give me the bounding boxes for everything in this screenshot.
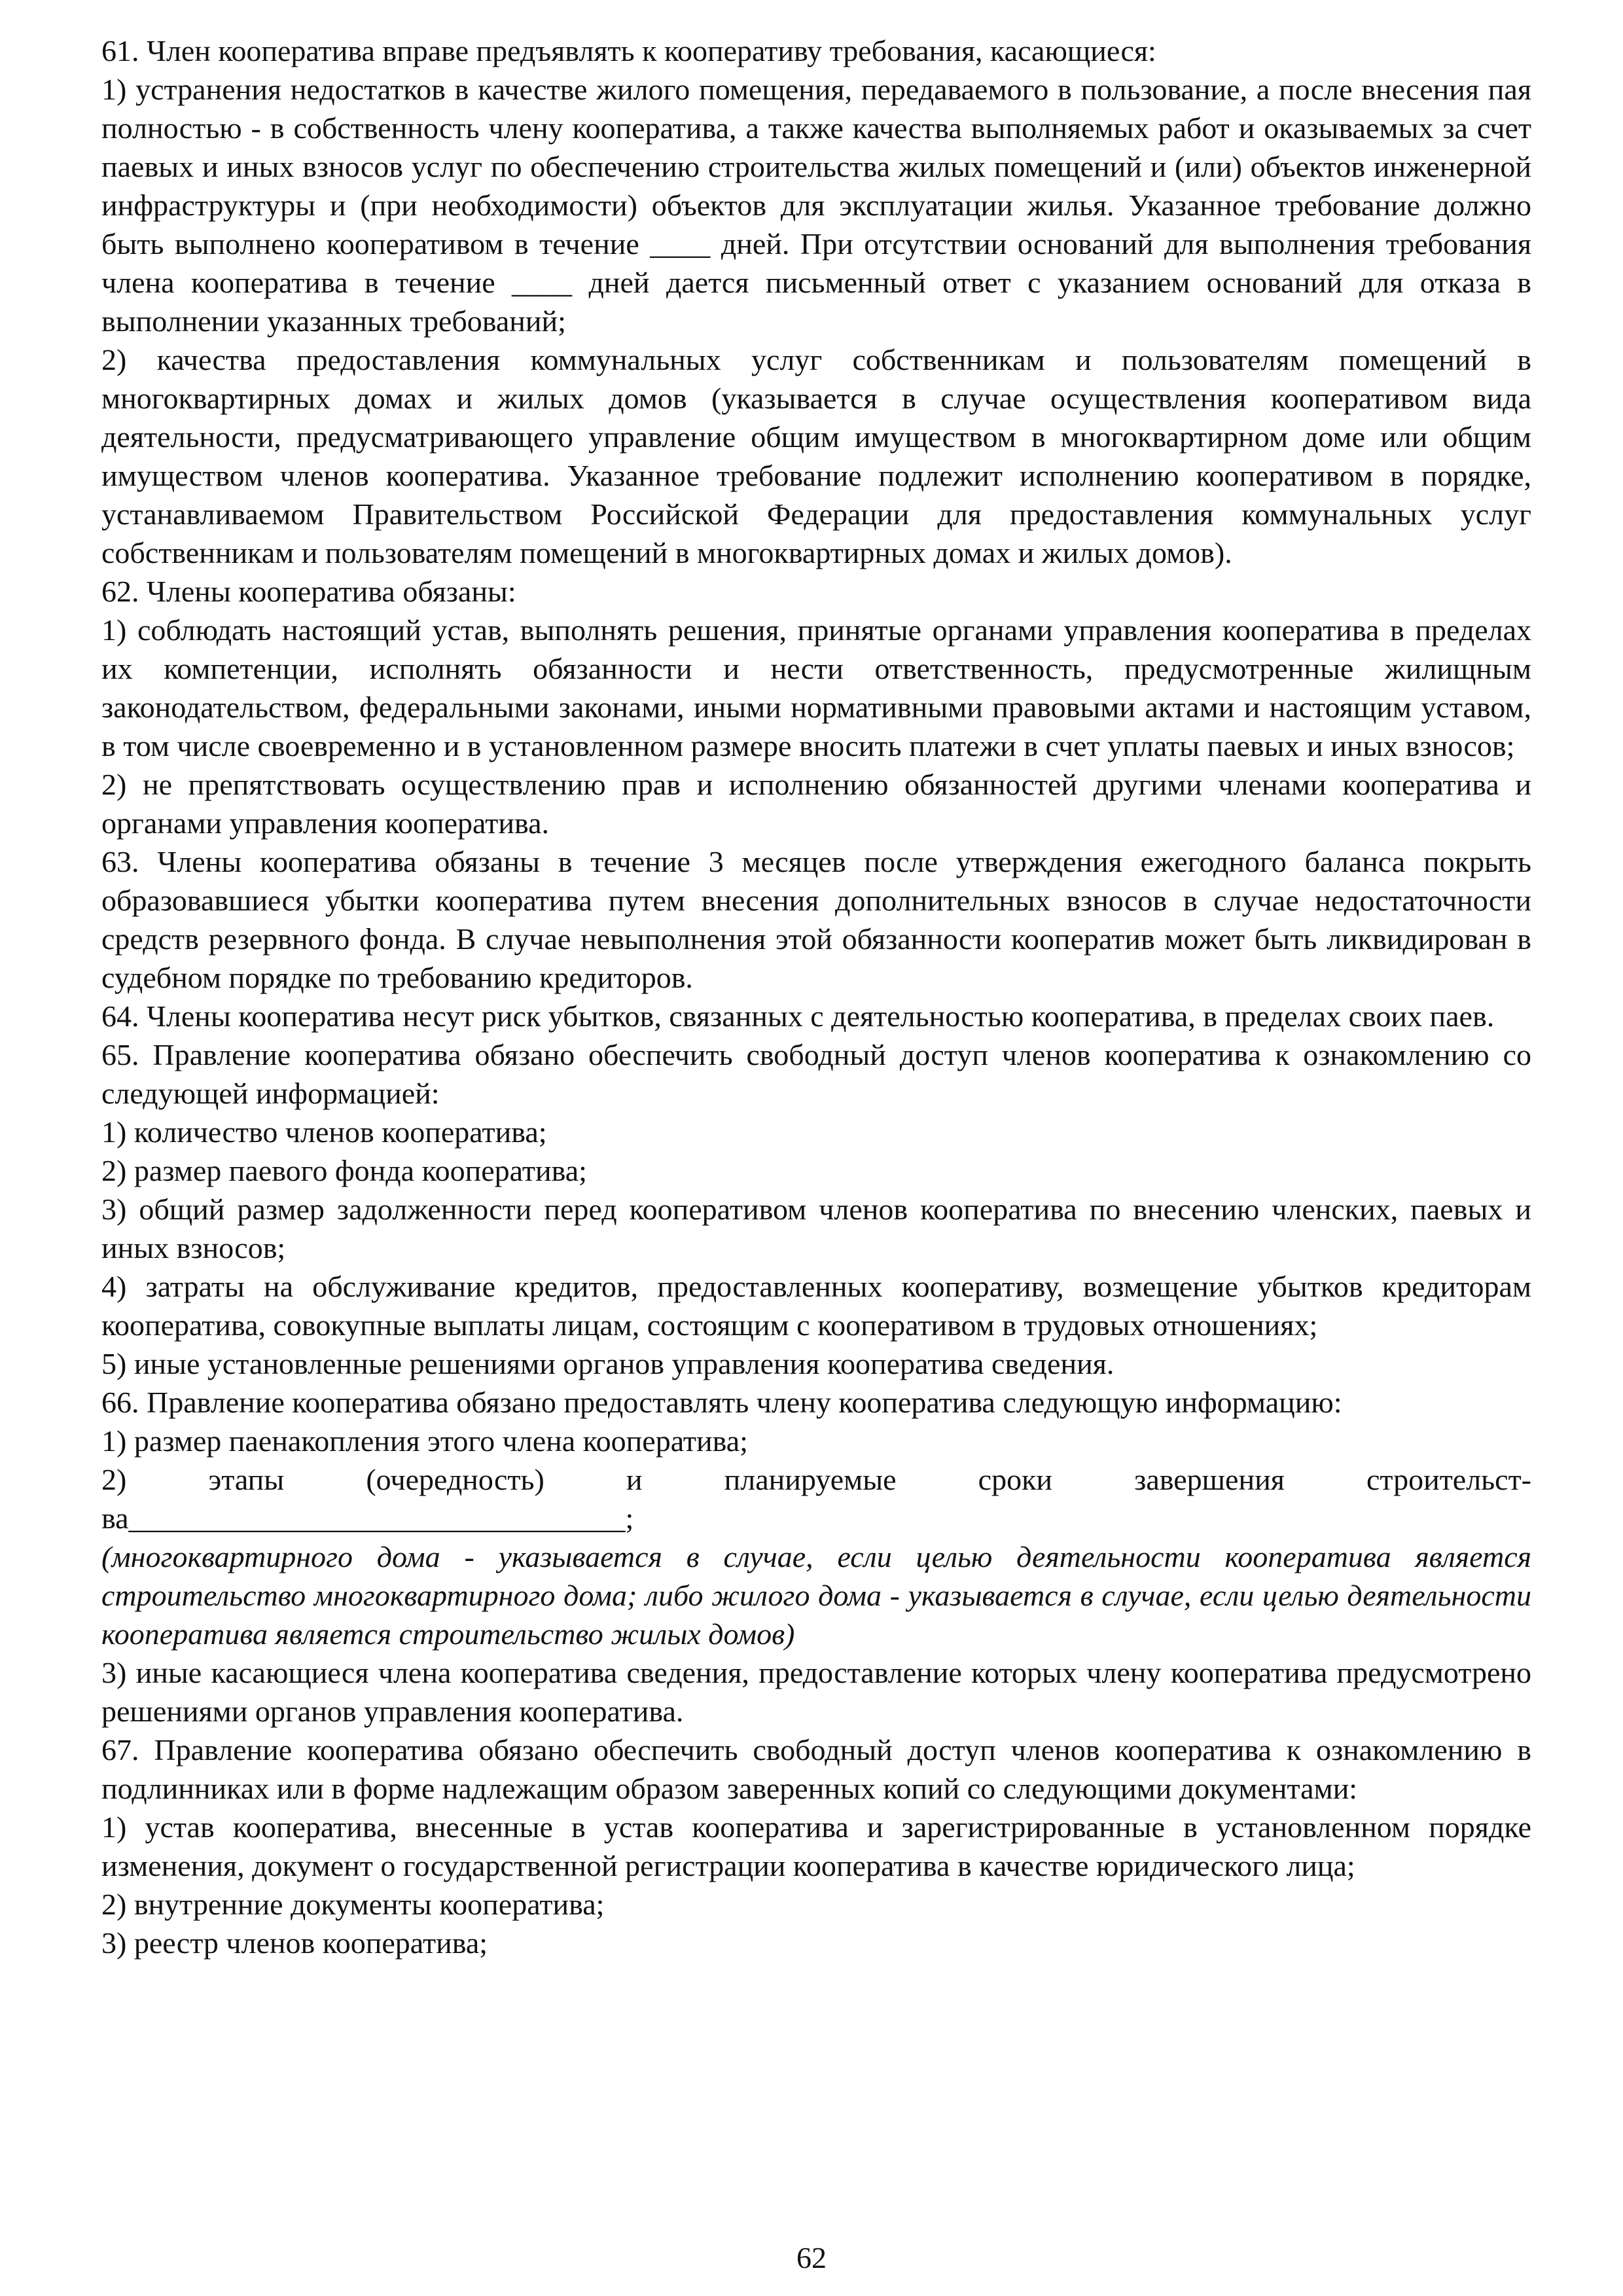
paragraph-65: 65. Правление кооператива обязано обеспечить свободный доступ членов кооператива к ознакомлению со следующей информацией: [101,1038,1531,1110]
paragraph-62-item-2: 2) не препятствовать осуществлению прав и исполнению обязанностей другими членами кооператива и органами управления кооператива. [101,768,1531,840]
paragraph-66-note: (многоквартирного дома - указывается в случае, если целью деятельности кооператива является строительство многоквартирного дома; либо жилого дома - указывается в случае, если целью деятельности кооператива является строительство жилых домов) [101,1540,1531,1651]
paragraph-65-item-5: 5) иные установленные решениями органов управления кооператива сведения. [101,1347,1115,1380]
paragraph-62-item-1: 1) соблюдать настоящий устав, выполнять решения, принятые органами управления кооператива в пределах их компетенции, исполнять обязанности и нести ответственность, предусмотренные жилищным законодательством, федеральными законами, иными нормативными правовыми актами и настоящим уставом, в том числе своевременно и в установленном размере вносить платежи в счет уплаты паевых и иных взносов; [101,613,1531,762]
paragraph-66-item-1: 1) размер паенакопления этого члена кооператива; [101,1424,748,1458]
paragraph-66-item-2: 2) этапы (очередность) и планируемые сроки завершения строительства_________________________________; [101,1463,1531,1535]
paragraph-61-item-1: 1) устранения недостатков в качестве жилого помещения, передаваемого в пользование, а после внесения пая полностью - в собственность члену кооператива, а также качества выполняемых работ и оказываемых за счет паевых и иных взносов услуг по обеспечению строительства жилых помещений и (или) объектов инженерной инфраструктуры и (при необходимости) объектов для эксплуатации жилья. Указанное требование должно быть выполнено кооперативом в течение ____ дней. При отсутствии оснований для выполнения требования члена кооператива в течение ____ дней дается письменный ответ с указанием оснований для отказа в выполнении указанных требований; [101,73,1531,338]
paragraph-64: 64. Члены кооператива несут риск убытков, связанных с деятельностью кооператива, в пределах своих паев. [101,999,1495,1033]
paragraph-65-item-3: 3) общий размер задолженности перед кооперативом членов кооператива по внесению членских, паевых и иных взносов; [101,1193,1531,1265]
paragraph-61: 61. Член кооператива вправе предъявлять к кооперативу требования, касающиеся: [101,34,1156,67]
paragraph-63: 63. Члены кооператива обязаны в течение 3 месяцев после утверждения ежегодного баланса покрыть образовавшиеся убытки кооператива путем внесения дополнительных взносов в случае недостаточности средств резервного фонда. В случае невыполнения этой обязанности кооператив может быть ликвидирован в судебном порядке по требованию кредиторов. [101,845,1531,994]
paragraph-65-item-4: 4) затраты на обслуживание кредитов, предоставленных кооперативу, возмещение убытков кредиторам кооператива, совокупные выплаты лицам, состоящим с кооперативом в трудовых отношениях; [101,1270,1531,1342]
paragraph-67: 67. Правление кооператива обязано обеспечить свободный доступ членов кооператива к ознакомлению в подлинниках или в форме надлежащим образом заверенных копий со следующими документами: [101,1733,1531,1805]
paragraph-67-item-2: 2) внутренние документы кооператива; [101,1888,605,1921]
paragraph-61-item-2: 2) качества предоставления коммунальных услуг собственникам и пользователям помещений в многоквартирных домах и жилых домов (указывается в случае осуществления кооперативом вида деятельности, предусматривающего управление общим имуществом в многоквартирном доме или общим имуществом членов кооператива. Указанное требование подлежит исполнению кооперативом в порядке, устанавливаемом Правительством Российской Федерации для предоставления коммунальных услуг собственникам и пользователям помещений в многоквартирных домах и жилых домов). [101,343,1531,569]
paragraph-65-item-2: 2) размер паевого фонда кооператива; [101,1154,587,1187]
page-number: 62 [796,2241,827,2274]
paragraph-65-item-1: 1) количество членов кооператива; [101,1115,547,1149]
document-body [101,31,1531,1962]
paragraph-62: 62. Члены кооператива обязаны: [101,575,516,608]
paragraph-66-item-3: 3) иные касающиеся члена кооператива сведения, предоставление которых члену кооператива предусмотрено решениями органов управления кооператива. [101,1656,1531,1728]
paragraph-67-item-1: 1) устав кооператива, внесенные в устав кооператива и зарегистрированные в установленном порядке изменения, документ о государственной регистрации кооператива в качестве юридического лица; [101,1810,1531,1882]
paragraph-66: 66. Правление кооператива обязано предоставлять члену кооператива следующую информацию: [101,1386,1342,1419]
paragraph-67-item-3: 3) реестр членов кооператива; [101,1926,488,1960]
